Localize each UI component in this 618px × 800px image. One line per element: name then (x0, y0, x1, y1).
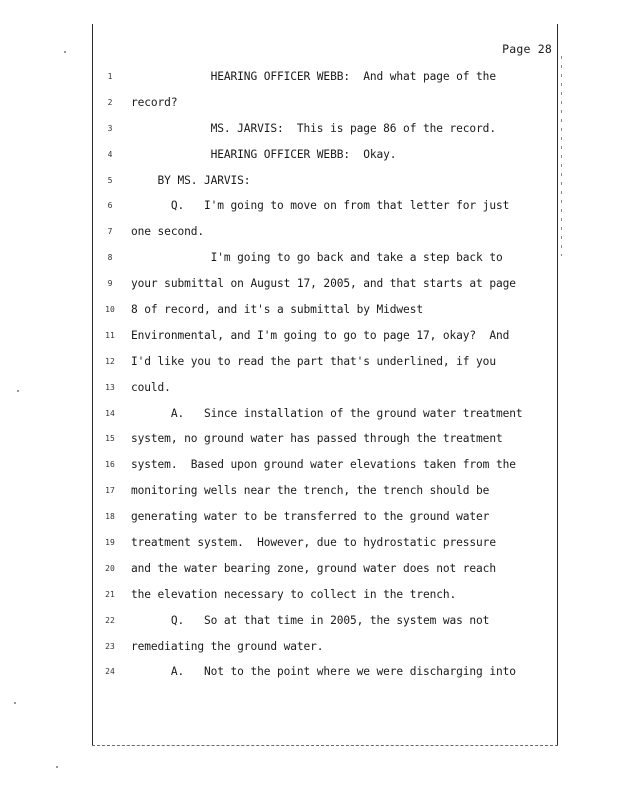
transcript-line: and the water bearing zone, ground water does not reach (131, 561, 496, 575)
line-number: 23 (105, 641, 115, 651)
transcript-line: monitoring wells near the trench, the trench should be (131, 484, 490, 498)
transcript-line: record? (131, 95, 178, 109)
scan-speck (56, 766, 58, 768)
transcript-line: system, no ground water has passed through the treatment (131, 432, 503, 446)
transcript-line: MS. JARVIS: This is page 86 of the record. (131, 121, 496, 135)
line-number: 10 (105, 305, 115, 315)
transcript-line: system. Based upon ground water elevations taken from the (131, 458, 516, 472)
scan-speck (14, 702, 16, 704)
line-number: 4 (107, 149, 113, 159)
line-number: 16 (105, 460, 115, 470)
transcript-line: generating water to be transferred to the ground water (131, 510, 490, 524)
transcript-line: Q. So at that time in 2005, the system was not (131, 613, 490, 627)
page-number: Page 28 (502, 42, 552, 56)
scan-artifact-edge (561, 56, 562, 256)
scan-speck (17, 390, 19, 392)
line-number: 5 (107, 175, 113, 185)
line-number: 15 (105, 434, 115, 444)
transcript-line: Environmental, and I'm going to go to page 17, okay? And (131, 328, 510, 342)
page-bottom-rule (92, 745, 558, 746)
transcript-line: your submittal on August 17, 2005, and that starts at page (131, 277, 516, 291)
line-number: 14 (105, 408, 115, 418)
line-number: 17 (105, 486, 115, 496)
line-number: 18 (105, 512, 115, 522)
line-number: 7 (107, 227, 113, 237)
line-number: 1 (107, 72, 113, 81)
line-number: 9 (107, 279, 113, 289)
transcript-line: HEARING OFFICER WEBB: Okay. (131, 147, 397, 161)
transcript-line: 8 of record, and it's a submittal by Midwest (131, 303, 423, 317)
line-number: 3 (107, 123, 113, 133)
transcript-line: Q. I'm going to move on from that letter for just (131, 199, 510, 213)
line-number: 2 (107, 97, 113, 107)
line-number: 22 (105, 615, 115, 625)
line-number: 11 (105, 330, 115, 340)
transcript-line: A. Not to the point where we were discharging into (131, 665, 516, 679)
transcript-line: one second. (131, 225, 204, 239)
line-number: 21 (105, 589, 115, 599)
line-number: 13 (105, 382, 115, 392)
transcript-line: A. Since installation of the ground water treatment (131, 406, 523, 420)
transcript-line: treatment system. However, due to hydrostatic pressure (131, 536, 496, 550)
scan-speck (64, 51, 66, 53)
transcript-line: could. (131, 380, 171, 394)
line-number: 12 (105, 356, 115, 366)
transcript-line: BY MS. JARVIS: (131, 173, 251, 187)
transcript-line: I'm going to go back and take a step back to (131, 251, 503, 265)
transcript-line: the elevation necessary to collect in the trench. (131, 587, 457, 601)
transcript-line: I'd like you to read the part that's underlined, if you (131, 354, 496, 368)
line-number-column (100, 64, 120, 685)
line-number: 24 (105, 667, 115, 677)
line-number: 20 (105, 563, 115, 573)
transcript-line: remediating the ground water. (131, 639, 324, 653)
transcript-line: HEARING OFFICER WEBB: And what page of the (131, 70, 496, 83)
transcript-text (131, 64, 551, 685)
line-number: 8 (107, 253, 113, 263)
line-number: 6 (107, 201, 113, 211)
line-number: 19 (105, 538, 115, 548)
